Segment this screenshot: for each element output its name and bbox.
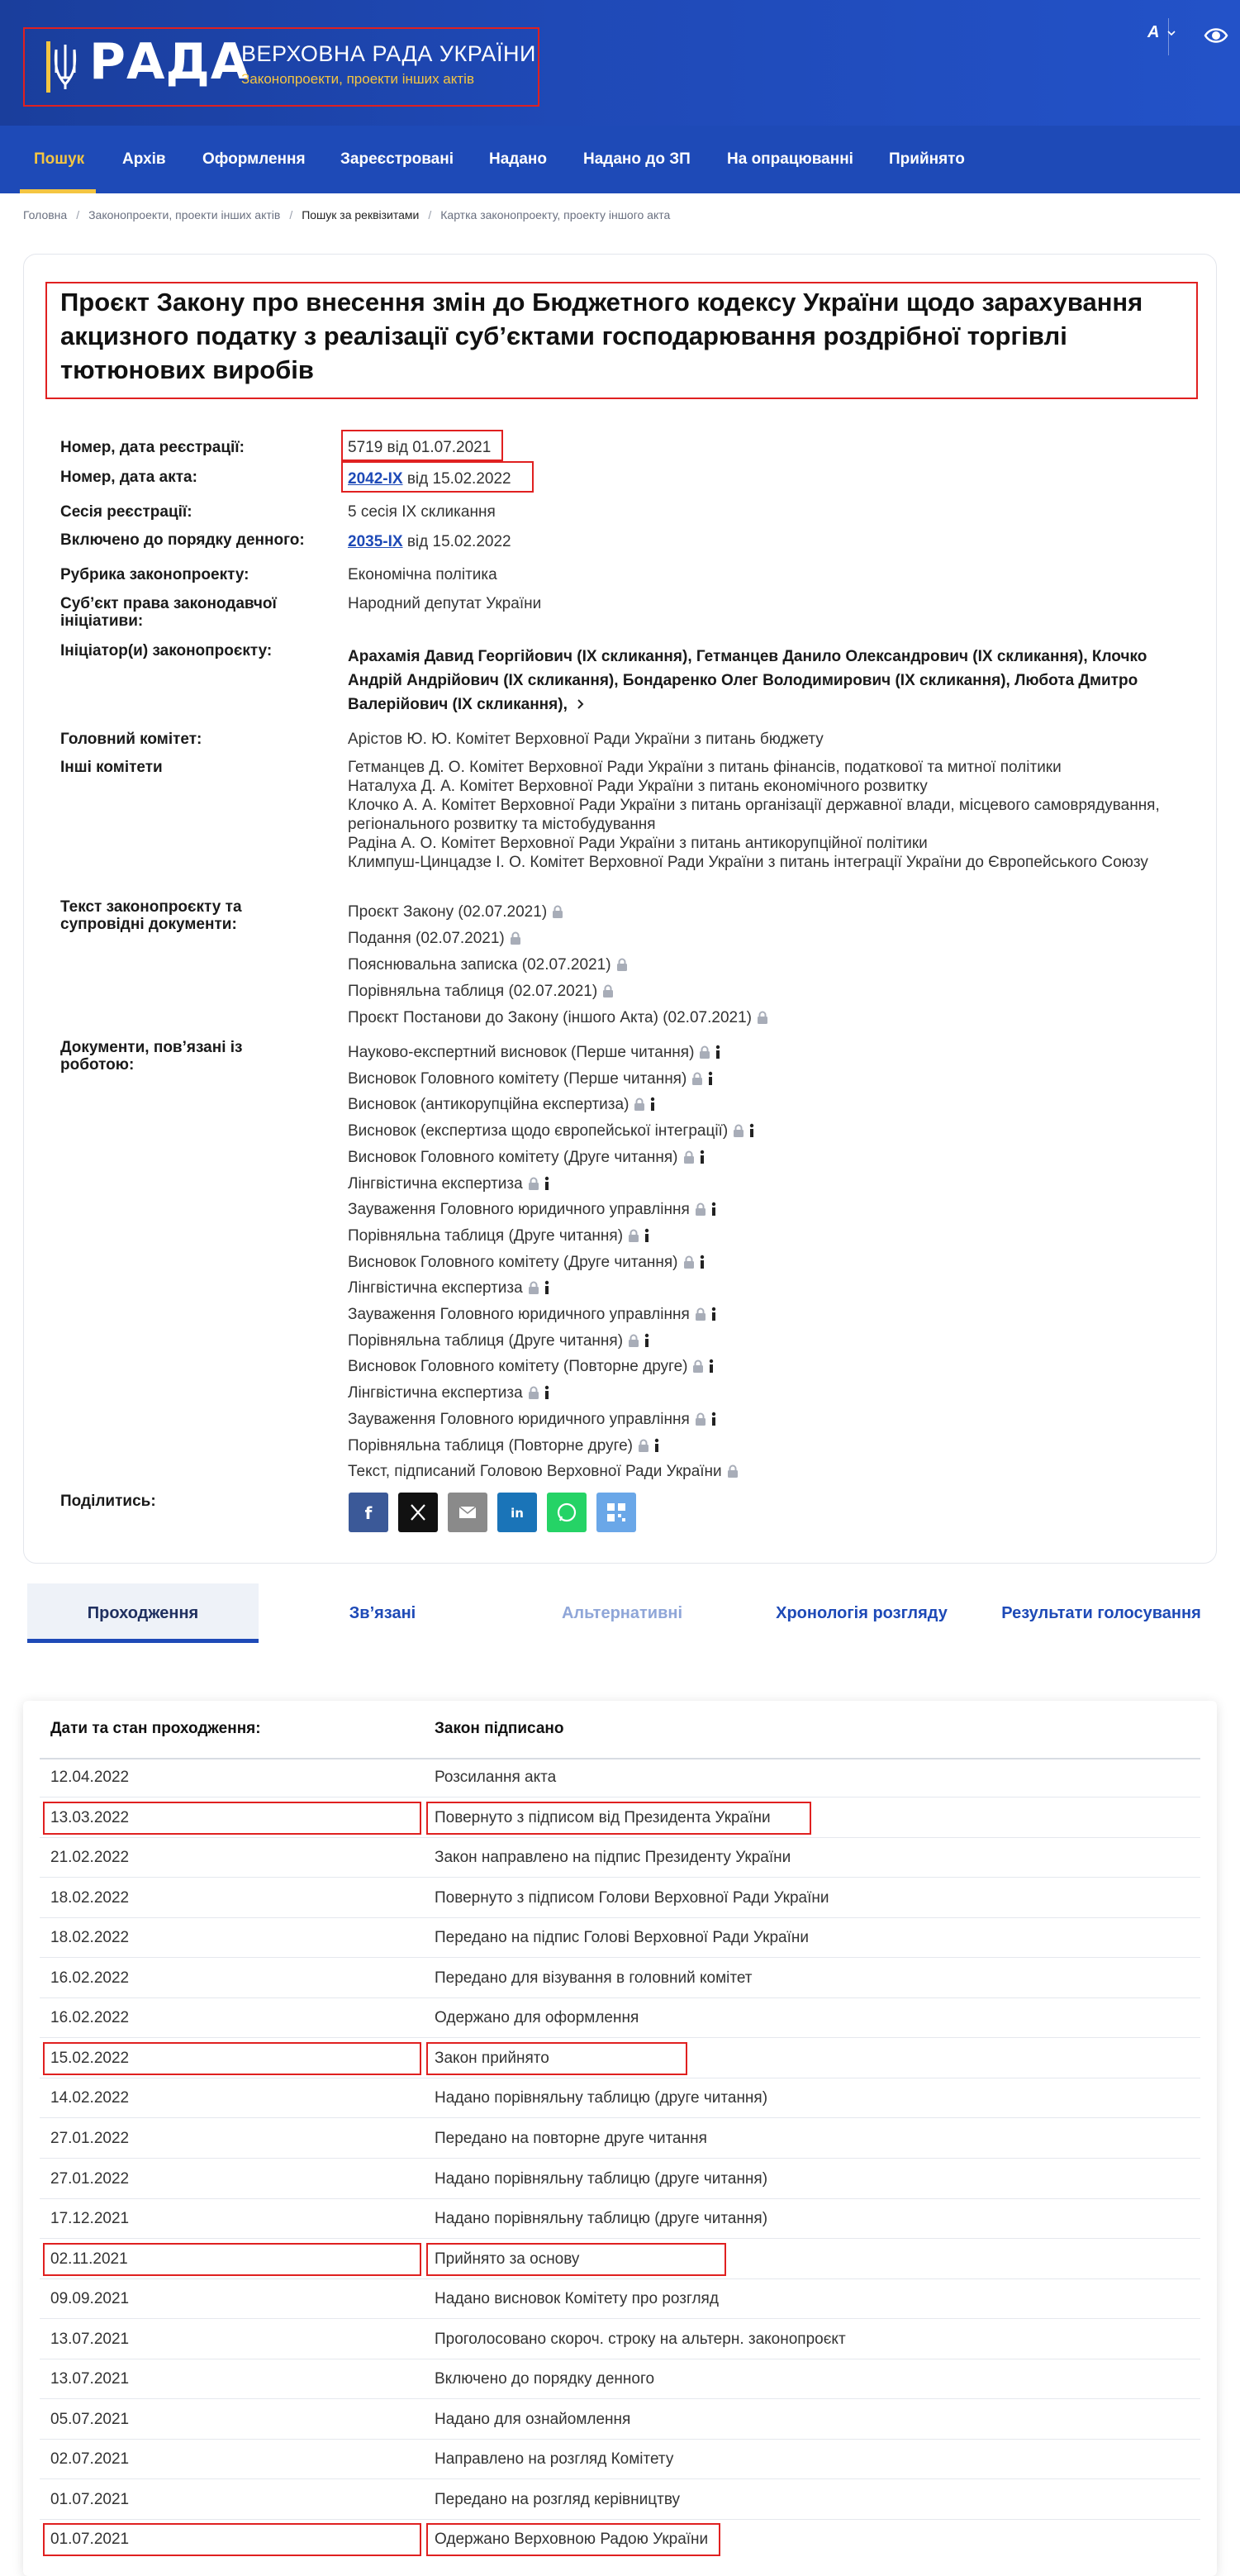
lock-icon — [695, 1307, 706, 1321]
work-doc-item[interactable] — [348, 1145, 756, 1171]
passage-row-status: Передано для візування в головний комітет — [435, 1969, 753, 1987]
work-doc-label: Зауваження Головного юридичного управління — [348, 1201, 690, 1219]
work-doc-item[interactable] — [348, 1197, 756, 1223]
row-divider — [40, 2398, 1200, 2399]
work-doc-label: Висновок Головного комітету (Друге читання) — [348, 1148, 678, 1166]
work-doc-label: Висновок Головного комітету (Повторне друге) — [348, 1358, 688, 1376]
info-icon[interactable] — [649, 1097, 657, 1112]
row-divider — [40, 1877, 1200, 1878]
initiators-label: Ініціатор(и) законопроєкту: — [60, 642, 273, 659]
passage-row-date: 02.11.2021 — [50, 2250, 128, 2268]
lock-icon — [733, 1124, 744, 1137]
row-date-highlight — [43, 2523, 421, 2556]
row-status-highlight — [426, 1802, 811, 1835]
main-nav — [0, 126, 1240, 193]
facebook-share-button[interactable] — [349, 1493, 388, 1532]
nav-archive[interactable]: Архів — [122, 150, 166, 168]
row-date-highlight — [43, 2243, 421, 2276]
work-doc-item[interactable] — [348, 1354, 756, 1380]
passage-row-date: 17.12.2021 — [50, 2210, 130, 2227]
passage-row-date: 13.03.2022 — [50, 1809, 130, 1826]
lock-icon — [552, 905, 563, 918]
passage-row-date: 05.07.2021 — [50, 2411, 130, 2428]
work-doc-item[interactable] — [348, 1407, 756, 1433]
text-doc-item[interactable] — [348, 978, 768, 1005]
work-doc-item[interactable] — [348, 1171, 756, 1198]
passage-row-status: Надано порівняльну таблицю (друге читання) — [435, 2089, 768, 2107]
other-committees-list — [348, 758, 1182, 872]
row-divider — [40, 1837, 1200, 1838]
lock-icon — [683, 1255, 695, 1269]
info-icon[interactable] — [698, 1255, 706, 1269]
breadcrumb: Головна / Законопроекти, проекти інших актів / Пошук за реквізитами / Картка законопроекту, проекту іншого акта — [23, 208, 671, 221]
text-doc-item[interactable] — [348, 952, 768, 978]
visually-impaired-eye-icon[interactable] — [1204, 25, 1228, 46]
svg-text:in: in — [511, 1506, 524, 1521]
passage-row-date: 27.01.2022 — [50, 2130, 130, 2147]
qr-share-button[interactable] — [596, 1493, 636, 1532]
row-divider — [40, 2478, 1200, 2479]
passage-row-date: 16.02.2022 — [50, 2009, 130, 2026]
text-doc-label: Подання (02.07.2021) — [348, 930, 505, 947]
rubric-label: Рубрика законопроекту: — [60, 566, 249, 583]
lock-icon — [691, 1072, 703, 1085]
lock-icon — [638, 1439, 649, 1452]
work-doc-label: Висновок Головного комітету (Друге читання) — [348, 1253, 678, 1271]
main-committee-label: Головний комітет: — [60, 731, 202, 748]
bill-title: Проєкт Закону про внесення змін до Бюджетного кодексу України щодо зарахування акцизного податку з реалізації суб’єктами господарювання роздрібної торгівлі тютюнових виробів — [60, 288, 1143, 384]
act-label: Номер, дата акта: — [60, 469, 197, 486]
breadcrumb-current: Картка законопроекту, проекту іншого акта — [440, 208, 671, 221]
passage-row-status: Одержано Верховною Радою України — [435, 2531, 709, 2548]
font-size-button[interactable] — [1147, 23, 1184, 48]
breadcrumb-home[interactable]: Головна — [23, 208, 68, 221]
passage-row-status: Передано на підпис Голові Верховної Ради України — [435, 1929, 809, 1946]
lock-icon — [616, 958, 628, 971]
nav-registered[interactable]: Зареєстровані — [340, 150, 454, 168]
passage-row-status: Розсилання акта — [435, 1769, 557, 1786]
row-status-highlight — [426, 2243, 726, 2276]
lock-icon — [628, 1229, 639, 1242]
text-doc-item[interactable] — [348, 1005, 768, 1031]
linkedin-share-button[interactable] — [497, 1493, 537, 1532]
work-doc-item[interactable] — [348, 1118, 756, 1145]
row-divider — [40, 2439, 1200, 2440]
passage-row-date: 09.09.2021 — [50, 2290, 130, 2307]
nav-formatting[interactable]: Оформлення — [202, 150, 306, 168]
site-header — [0, 0, 1240, 126]
nav-submitted[interactable]: Надано — [489, 150, 547, 168]
passage-row-status: Включено до порядку денного — [435, 2370, 655, 2388]
main-committee-value: Арістов Ю. Ю. Комітет Верховної Ради України з питань бюджету — [348, 731, 824, 748]
work-doc-item[interactable] — [348, 1250, 756, 1276]
work-doc-label: Порівняльна таблиця (Друге читання) — [348, 1226, 624, 1245]
passage-row-status: Передано на розгляд керівництву — [435, 2491, 680, 2508]
info-icon[interactable] — [643, 1333, 651, 1348]
lock-icon — [528, 1177, 539, 1190]
tab-alternative[interactable]: Альтернативні — [561, 1604, 683, 1622]
site-subtitle: Законопроекти, проекти інших актів — [241, 71, 474, 87]
work-doc-label: Зауваження Головного юридичного управління — [348, 1410, 690, 1428]
lock-icon — [683, 1150, 695, 1164]
svg-text:f: f — [364, 1503, 373, 1523]
agenda-date: від 15.02.2022 — [402, 533, 511, 550]
text-doc-label: Порівняльна таблиця (02.07.2021) — [348, 983, 598, 1000]
site-title: ВЕРХОВНА РАДА УКРАЇНИ — [241, 41, 536, 66]
passage-row-date: 27.01.2022 — [50, 2170, 130, 2188]
passage-row-date: 13.07.2021 — [50, 2370, 130, 2388]
email-share-button[interactable] — [448, 1493, 487, 1532]
initiators-value — [348, 645, 1182, 717]
lock-icon — [528, 1386, 539, 1399]
passage-row-status: Надано порівняльну таблицю (друге читання) — [435, 2170, 768, 2188]
passage-row-status: Одержано для оформлення — [435, 2009, 639, 2026]
whatsapp-share-button[interactable] — [547, 1493, 587, 1532]
lock-icon — [695, 1412, 706, 1426]
passage-row-date: 21.02.2022 — [50, 1849, 130, 1866]
passage-row-date: 01.07.2021 — [50, 2491, 130, 2508]
row-date-highlight — [43, 1802, 421, 1835]
work-doc-item[interactable] — [348, 1433, 756, 1459]
agenda-number-link[interactable]: 2035-IX — [348, 533, 403, 550]
header-divider-line — [40, 1758, 1200, 1759]
work-doc-item[interactable] — [348, 1459, 756, 1485]
act-value — [348, 470, 511, 488]
work-doc-label: Порівняльна таблиця (Повторне друге) — [348, 1436, 633, 1455]
info-icon[interactable] — [710, 1202, 718, 1217]
act-date: від 15.02.2022 — [402, 470, 511, 488]
lock-icon — [628, 1334, 639, 1347]
work-doc-item[interactable] — [348, 1328, 756, 1355]
chevron-right-icon[interactable] — [574, 698, 587, 710]
act-number-link[interactable]: 2042-IX — [348, 470, 403, 488]
reg-value: 5719 від 01.07.2021 — [348, 439, 492, 456]
work-docs-label: Документи, пов’язані із роботою: — [60, 1039, 243, 1074]
info-icon[interactable] — [707, 1359, 715, 1374]
passage-row-status: Закон направлено на підпис Президенту України — [435, 1849, 791, 1866]
row-divider — [40, 1917, 1200, 1918]
passage-row-status: Повернуто з підписом від Президента України — [435, 1809, 771, 1826]
other-committee-item: Наталуха Д. А. Комітет Верховної Ради України з питань економічного розвитку — [348, 778, 928, 795]
work-doc-label: Зауваження Головного юридичного управління — [348, 1306, 690, 1324]
row-divider — [40, 1997, 1200, 1998]
passage-row-status: Надано порівняльну таблицю (друге читання) — [435, 2210, 768, 2227]
lock-icon — [692, 1359, 704, 1373]
other-committees-label: Інші комітети — [60, 759, 163, 776]
rubric-value: Економічна політика — [348, 566, 497, 583]
other-committee-item: Гетманцев Д. О. Комітет Верховної Ради України з питань фінансів, податкової та митної політики — [348, 759, 1062, 776]
text-doc-label: Проєкт Закону (02.07.2021) — [348, 903, 548, 921]
passage-row-date: 13.07.2021 — [50, 2331, 130, 2348]
logo-wordmark: РАДА — [89, 33, 250, 91]
info-icon[interactable] — [710, 1412, 718, 1426]
trident-icon — [46, 41, 84, 93]
work-doc-item[interactable] — [348, 1275, 756, 1302]
other-committee-item: Радіна А. О. Комітет Верховної Ради України з питань антикорупційної політики — [348, 835, 928, 852]
passage-row-date: 16.02.2022 — [50, 1969, 130, 1987]
nav-adopted[interactable]: Прийнято — [889, 150, 965, 168]
info-icon[interactable] — [748, 1123, 756, 1138]
session-label: Сесія реєстрації: — [60, 503, 192, 521]
info-icon[interactable] — [710, 1307, 718, 1321]
row-divider — [40, 2117, 1200, 2118]
lock-icon — [727, 1464, 739, 1478]
row-divider — [40, 2238, 1200, 2239]
info-icon[interactable] — [714, 1045, 722, 1059]
work-doc-item[interactable] — [348, 1380, 756, 1407]
passage-row-status: Проголосовано скороч. строку на альтерн. законопроєкт — [435, 2331, 846, 2348]
text-doc-label: Проєкт Постанови до Закону (іншого Акта) (02.07.2021) — [348, 1009, 752, 1026]
passage-row-date: 02.07.2021 — [50, 2450, 130, 2468]
row-status-highlight — [426, 2523, 720, 2556]
lock-icon — [699, 1045, 710, 1059]
info-icon[interactable] — [698, 1150, 706, 1164]
tab-related[interactable]: Зв’язані — [349, 1604, 416, 1622]
x-share-button[interactable] — [398, 1493, 438, 1532]
info-icon[interactable] — [643, 1228, 651, 1243]
lock-icon — [602, 984, 614, 998]
row-divider — [40, 2278, 1200, 2279]
breadcrumb-search[interactable]: Пошук за реквізитами — [302, 208, 420, 221]
info-icon[interactable] — [543, 1385, 551, 1400]
work-doc-label: Висновок (експертиза щодо європейської інтеграції) — [348, 1122, 729, 1140]
lock-icon — [695, 1202, 706, 1216]
passage-row-status: Направлено на розгляд Комітету — [435, 2450, 674, 2468]
text-doc-item[interactable] — [348, 926, 768, 952]
agenda-label: Включено до порядку денного: — [60, 531, 305, 549]
tab-voting-results[interactable]: Результати голосування — [1001, 1604, 1201, 1622]
passage-row-status: Передано на повторне друге читання — [435, 2130, 707, 2147]
work-doc-label: Лінгвістична експертиза — [348, 1174, 523, 1193]
reg-label: Номер, дата реєстрації: — [60, 439, 245, 456]
text-doc-label: Пояснювальна записка (02.07.2021) — [348, 956, 611, 974]
tabs-bar — [27, 1583, 1217, 1643]
passage-row-date: 01.07.2021 — [50, 2531, 130, 2548]
row-status-highlight — [426, 2042, 687, 2075]
passage-row-date: 18.02.2022 — [50, 1889, 130, 1907]
passage-status-header: Закон підписано — [435, 1720, 564, 1737]
work-doc-item[interactable] — [348, 1040, 756, 1066]
text-doc-item[interactable] — [348, 899, 768, 926]
passage-row-status: Прийнято за основу — [435, 2250, 580, 2268]
nav-in-progress[interactable]: На опрацюванні — [727, 150, 853, 168]
work-docs-list — [348, 1040, 756, 1485]
work-doc-label: Лінгвістична експертиза — [348, 1279, 523, 1298]
passage-row-status: Закон прийнято — [435, 2050, 549, 2067]
texts-label: Текст законопроєкту та супровідні документи: — [60, 898, 242, 933]
passage-row-status: Надано висновок Комітету про розгляд — [435, 2290, 719, 2307]
font-size-label: А — [1147, 23, 1160, 41]
nav-search[interactable]: Пошук — [34, 150, 85, 168]
texts-list — [348, 899, 768, 1031]
subject-value: Народний депутат України — [348, 595, 542, 612]
lock-icon — [510, 931, 521, 945]
session-value: 5 сесія IX скликання — [348, 503, 496, 521]
work-doc-label: Науково-експертний висновок (Перше читання) — [348, 1044, 695, 1061]
agenda-value — [348, 533, 511, 550]
tab-chronology[interactable]: Хронологія розгляду — [776, 1604, 948, 1622]
row-date-highlight — [43, 2042, 421, 2075]
info-icon[interactable] — [653, 1438, 661, 1453]
lock-icon — [528, 1281, 539, 1294]
lock-icon — [757, 1011, 768, 1024]
work-doc-label: Текст, підписаний Головою Верховної Ради України — [348, 1463, 722, 1481]
lock-icon — [634, 1098, 645, 1111]
passage-col-date-header: Дати та стан проходження: — [50, 1720, 261, 1737]
other-committee-item: Климпуш-Цинцадзе І. О. Комітет Верховної Ради України з питань інтеграції України до Європейського Союзу — [348, 854, 1148, 871]
passage-row-date: 12.04.2022 — [50, 1769, 130, 1786]
row-divider — [40, 1957, 1200, 1958]
chevron-down-icon — [1167, 30, 1176, 36]
info-icon[interactable] — [543, 1176, 551, 1191]
share-label: Поділитись: — [60, 1493, 156, 1510]
passage-row-date: 15.02.2022 — [50, 2050, 130, 2067]
tab-passage[interactable]: Проходження — [27, 1583, 259, 1643]
nav-active-indicator — [20, 189, 96, 193]
nav-submitted-to-zp[interactable]: Надано до ЗП — [583, 150, 691, 168]
other-committee-item: Клочко А. А. Комітет Верховної Ради України з питань організації державної влади, місцевого самоврядування, регіонального розвитку та містобудування — [348, 797, 1160, 833]
breadcrumb-bills[interactable]: Законопроекти, проекти інших актів — [88, 208, 281, 221]
work-doc-item[interactable] — [348, 1223, 756, 1250]
row-divider — [40, 2037, 1200, 2038]
work-doc-item[interactable] — [348, 1302, 756, 1328]
work-doc-label: Порівняльна таблиця (Друге читання) — [348, 1331, 624, 1350]
work-doc-label: Лінгвістична експертиза — [348, 1384, 523, 1402]
passage-row-date: 14.02.2022 — [50, 2089, 130, 2107]
subject-label: Суб’єкт права законодавчої ініціативи: — [60, 595, 277, 630]
row-divider — [40, 2318, 1200, 2319]
row-divider — [40, 2158, 1200, 2159]
passage-row-date: 18.02.2022 — [50, 1929, 130, 1946]
work-doc-label: Висновок Головного комітету (Перше читання) — [348, 1069, 687, 1088]
work-doc-item[interactable] — [348, 1066, 756, 1093]
info-icon[interactable] — [543, 1280, 551, 1295]
row-divider — [40, 2519, 1200, 2520]
passage-row-status: Надано для ознайомлення — [435, 2411, 631, 2428]
initiators-text: Арахамія Давид Георгійович (IX скликання), Гетманцев Данило Олександрович (IX скликання), Клочко Андрій Андрійович (IX скликання), Бондаренко Олег Володимирович (IX скликання), Любота Дмитро Валерійович (IX скликання), — [348, 648, 1147, 713]
work-doc-label: Висновок (антикорупційна експертиза) — [348, 1096, 630, 1114]
info-icon[interactable] — [706, 1071, 715, 1086]
row-divider — [40, 2198, 1200, 2199]
work-doc-item[interactable] — [348, 1092, 756, 1118]
passage-row-status: Повернуто з підписом Голови Верховної Ради України — [435, 1889, 829, 1907]
